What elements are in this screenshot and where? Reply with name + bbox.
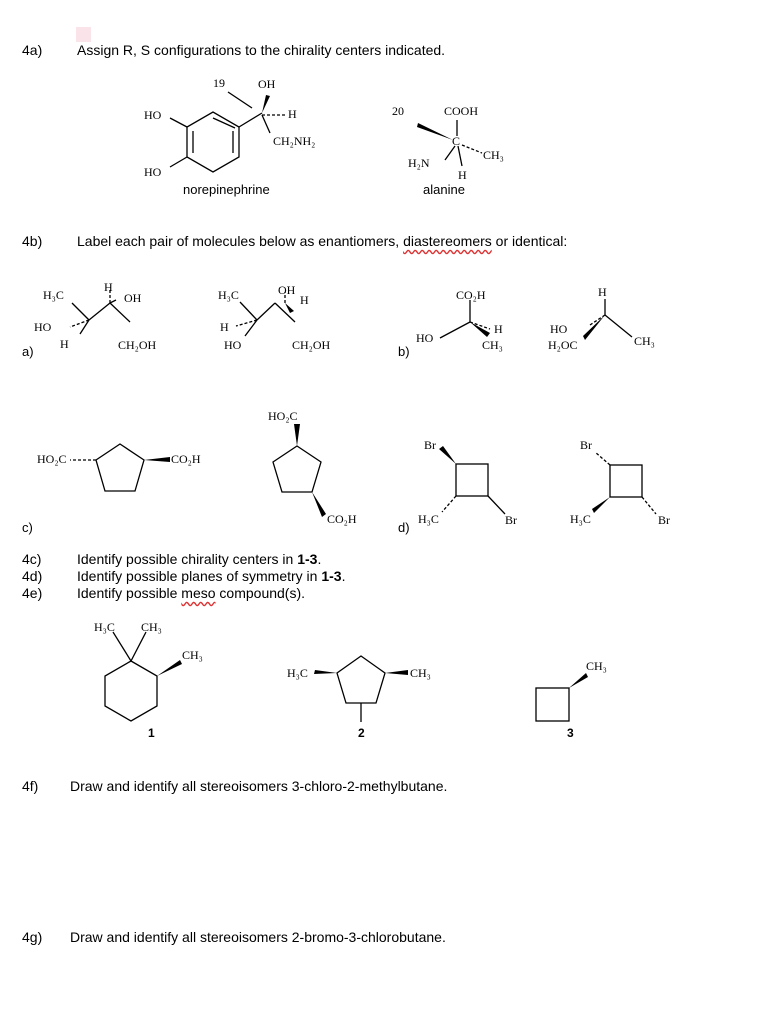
compound-1-number: 1 xyxy=(148,726,155,740)
alanine-h2n: H₂N xyxy=(408,156,430,170)
q4c-text-before: Identify possible chirality centers in xyxy=(77,551,298,567)
q4e-label: 4e) xyxy=(22,585,43,601)
alanine-h: H xyxy=(458,168,467,182)
alanine-name: alanine xyxy=(423,182,465,197)
pair-c-molecule-1 xyxy=(70,444,170,491)
pair-a-h-top-2: H xyxy=(300,293,309,307)
pair-a-oh-1: OH xyxy=(124,291,142,305)
q4e-text-after: compound(s). xyxy=(215,585,306,601)
compound-2-h3c: H₃C xyxy=(287,666,308,680)
compound-3-number: 3 xyxy=(567,726,574,740)
pair-a-oh-2: OH xyxy=(278,283,296,297)
pair-d-h3c-2: H₃C xyxy=(570,512,591,526)
pair-a-h-top-1: H xyxy=(104,280,113,294)
pair-b-molecule-2 xyxy=(583,299,632,340)
q4d-text-after: . xyxy=(341,568,346,584)
q4f-label: 4f) xyxy=(22,778,39,794)
pair-a-ch2oh-1: CH₂OH xyxy=(118,338,157,352)
pair-d-br2-2: Br xyxy=(658,513,670,527)
pair-d-label: d) xyxy=(398,520,410,535)
pair-d-molecule-1 xyxy=(439,446,505,514)
pair-c-ho2c-2: HO₂C xyxy=(268,409,298,423)
pair-b-co2h: CO₂H xyxy=(456,288,486,302)
pair-b-molecule-1 xyxy=(440,300,490,338)
pair-c-label: c) xyxy=(22,520,33,535)
pair-a-h-bottom-1: H xyxy=(60,337,69,351)
q4c-text-after: . xyxy=(317,551,322,567)
compound-1-structure xyxy=(105,632,182,721)
pair-d-br-1: Br xyxy=(424,438,436,452)
q4b-wavy-word: diastereomers xyxy=(403,233,492,249)
pair-a-ch2oh-2: CH₂OH xyxy=(292,338,331,352)
pair-b-ch3-1: CH₃ xyxy=(482,338,503,352)
pair-d-h3c-1: H₃C xyxy=(418,512,439,526)
pair-a-ho-2: HO xyxy=(224,338,242,352)
q4g-label: 4g) xyxy=(22,929,43,945)
pair-d-molecule-2 xyxy=(592,452,656,514)
q4e-text-before: Identify possible xyxy=(77,585,182,601)
norepinephrine-oh: OH xyxy=(258,77,276,91)
compound-1-ch3-a: CH₃ xyxy=(141,620,162,634)
norepinephrine-h: H xyxy=(288,107,297,121)
pair-a-h3c-1: H₃C xyxy=(43,288,64,302)
pair-a-label: a) xyxy=(22,344,34,359)
q4f-text: Draw and identify all stereoisomers 3-chloro-2-methylbutane. xyxy=(70,778,448,794)
q4b-text-after: or identical: xyxy=(491,233,568,249)
norepinephrine-name: norepinephrine xyxy=(183,182,270,197)
pair-c-molecule-2 xyxy=(273,424,326,517)
norepinephrine-center-number: 19 xyxy=(213,76,225,90)
q4e-wavy-word: meso xyxy=(181,585,216,601)
compound-2-number: 2 xyxy=(358,726,365,740)
pair-b-h2oc: H₂OC xyxy=(548,338,578,352)
q4a-text: Assign R, S configurations to the chirality centers indicated. xyxy=(77,42,446,58)
pair-b-ho-1: HO xyxy=(416,331,434,345)
norepinephrine-ho-bottom: HO xyxy=(144,165,162,179)
compound-1-h3c: H₃C xyxy=(94,620,115,634)
pair-a-h-left-2: H xyxy=(220,320,229,334)
pair-c-co2h-2: CO₂H xyxy=(327,512,357,526)
q4d-label: 4d) xyxy=(22,568,43,584)
norepinephrine-structure xyxy=(170,92,285,172)
norepinephrine-ho-top: HO xyxy=(144,108,162,122)
compound-2-structure xyxy=(314,656,408,722)
alanine-cooh: COOH xyxy=(444,104,479,118)
compound-2-ch3: CH₃ xyxy=(410,666,431,680)
q4g-text: Draw and identify all stereoisomers 2-bromo-3-chlorobutane. xyxy=(70,929,446,945)
alanine-center-number: 20 xyxy=(392,104,404,118)
pair-b-label: b) xyxy=(398,344,410,359)
q4b-label: 4b) xyxy=(22,233,43,249)
pair-d-br2-1: Br xyxy=(505,513,517,527)
q4b-text-before: Label each pair of molecules below as enantiomers, xyxy=(77,233,404,249)
q4a-label: 4a) xyxy=(22,42,43,58)
pair-d-br-2: Br xyxy=(580,438,592,452)
pair-b-ch3-2: CH₃ xyxy=(634,334,655,348)
q4d-text-before: Identify possible planes of symmetry in xyxy=(77,568,322,584)
pair-c-ho2c-1: HO₂C xyxy=(37,452,67,466)
pair-c-co2h-1: CO₂H xyxy=(171,452,201,466)
pair-a-ho-1: HO xyxy=(34,320,52,334)
compound-1-ch3-b: CH₃ xyxy=(182,648,203,662)
compound-3-structure xyxy=(536,673,588,721)
pair-b-h-1: H xyxy=(494,322,503,336)
pair-a-molecule-1 xyxy=(70,290,130,334)
compound-3-ch3: CH₃ xyxy=(586,659,607,673)
q4c-label: 4c) xyxy=(22,551,42,567)
q4c-bold: 1-3 xyxy=(297,551,318,567)
q4d-bold: 1-3 xyxy=(321,568,342,584)
pair-a-molecule-2 xyxy=(236,292,295,336)
norepinephrine-ch2nh2: CH₂NH₂ xyxy=(273,134,316,148)
pair-b-ho-2: HO xyxy=(550,322,568,336)
pair-a-h3c-2: H₃C xyxy=(218,288,239,302)
alanine-ch3: CH₃ xyxy=(483,148,504,162)
pair-b-h-2: H xyxy=(598,285,607,299)
alanine-c: C xyxy=(452,134,461,148)
